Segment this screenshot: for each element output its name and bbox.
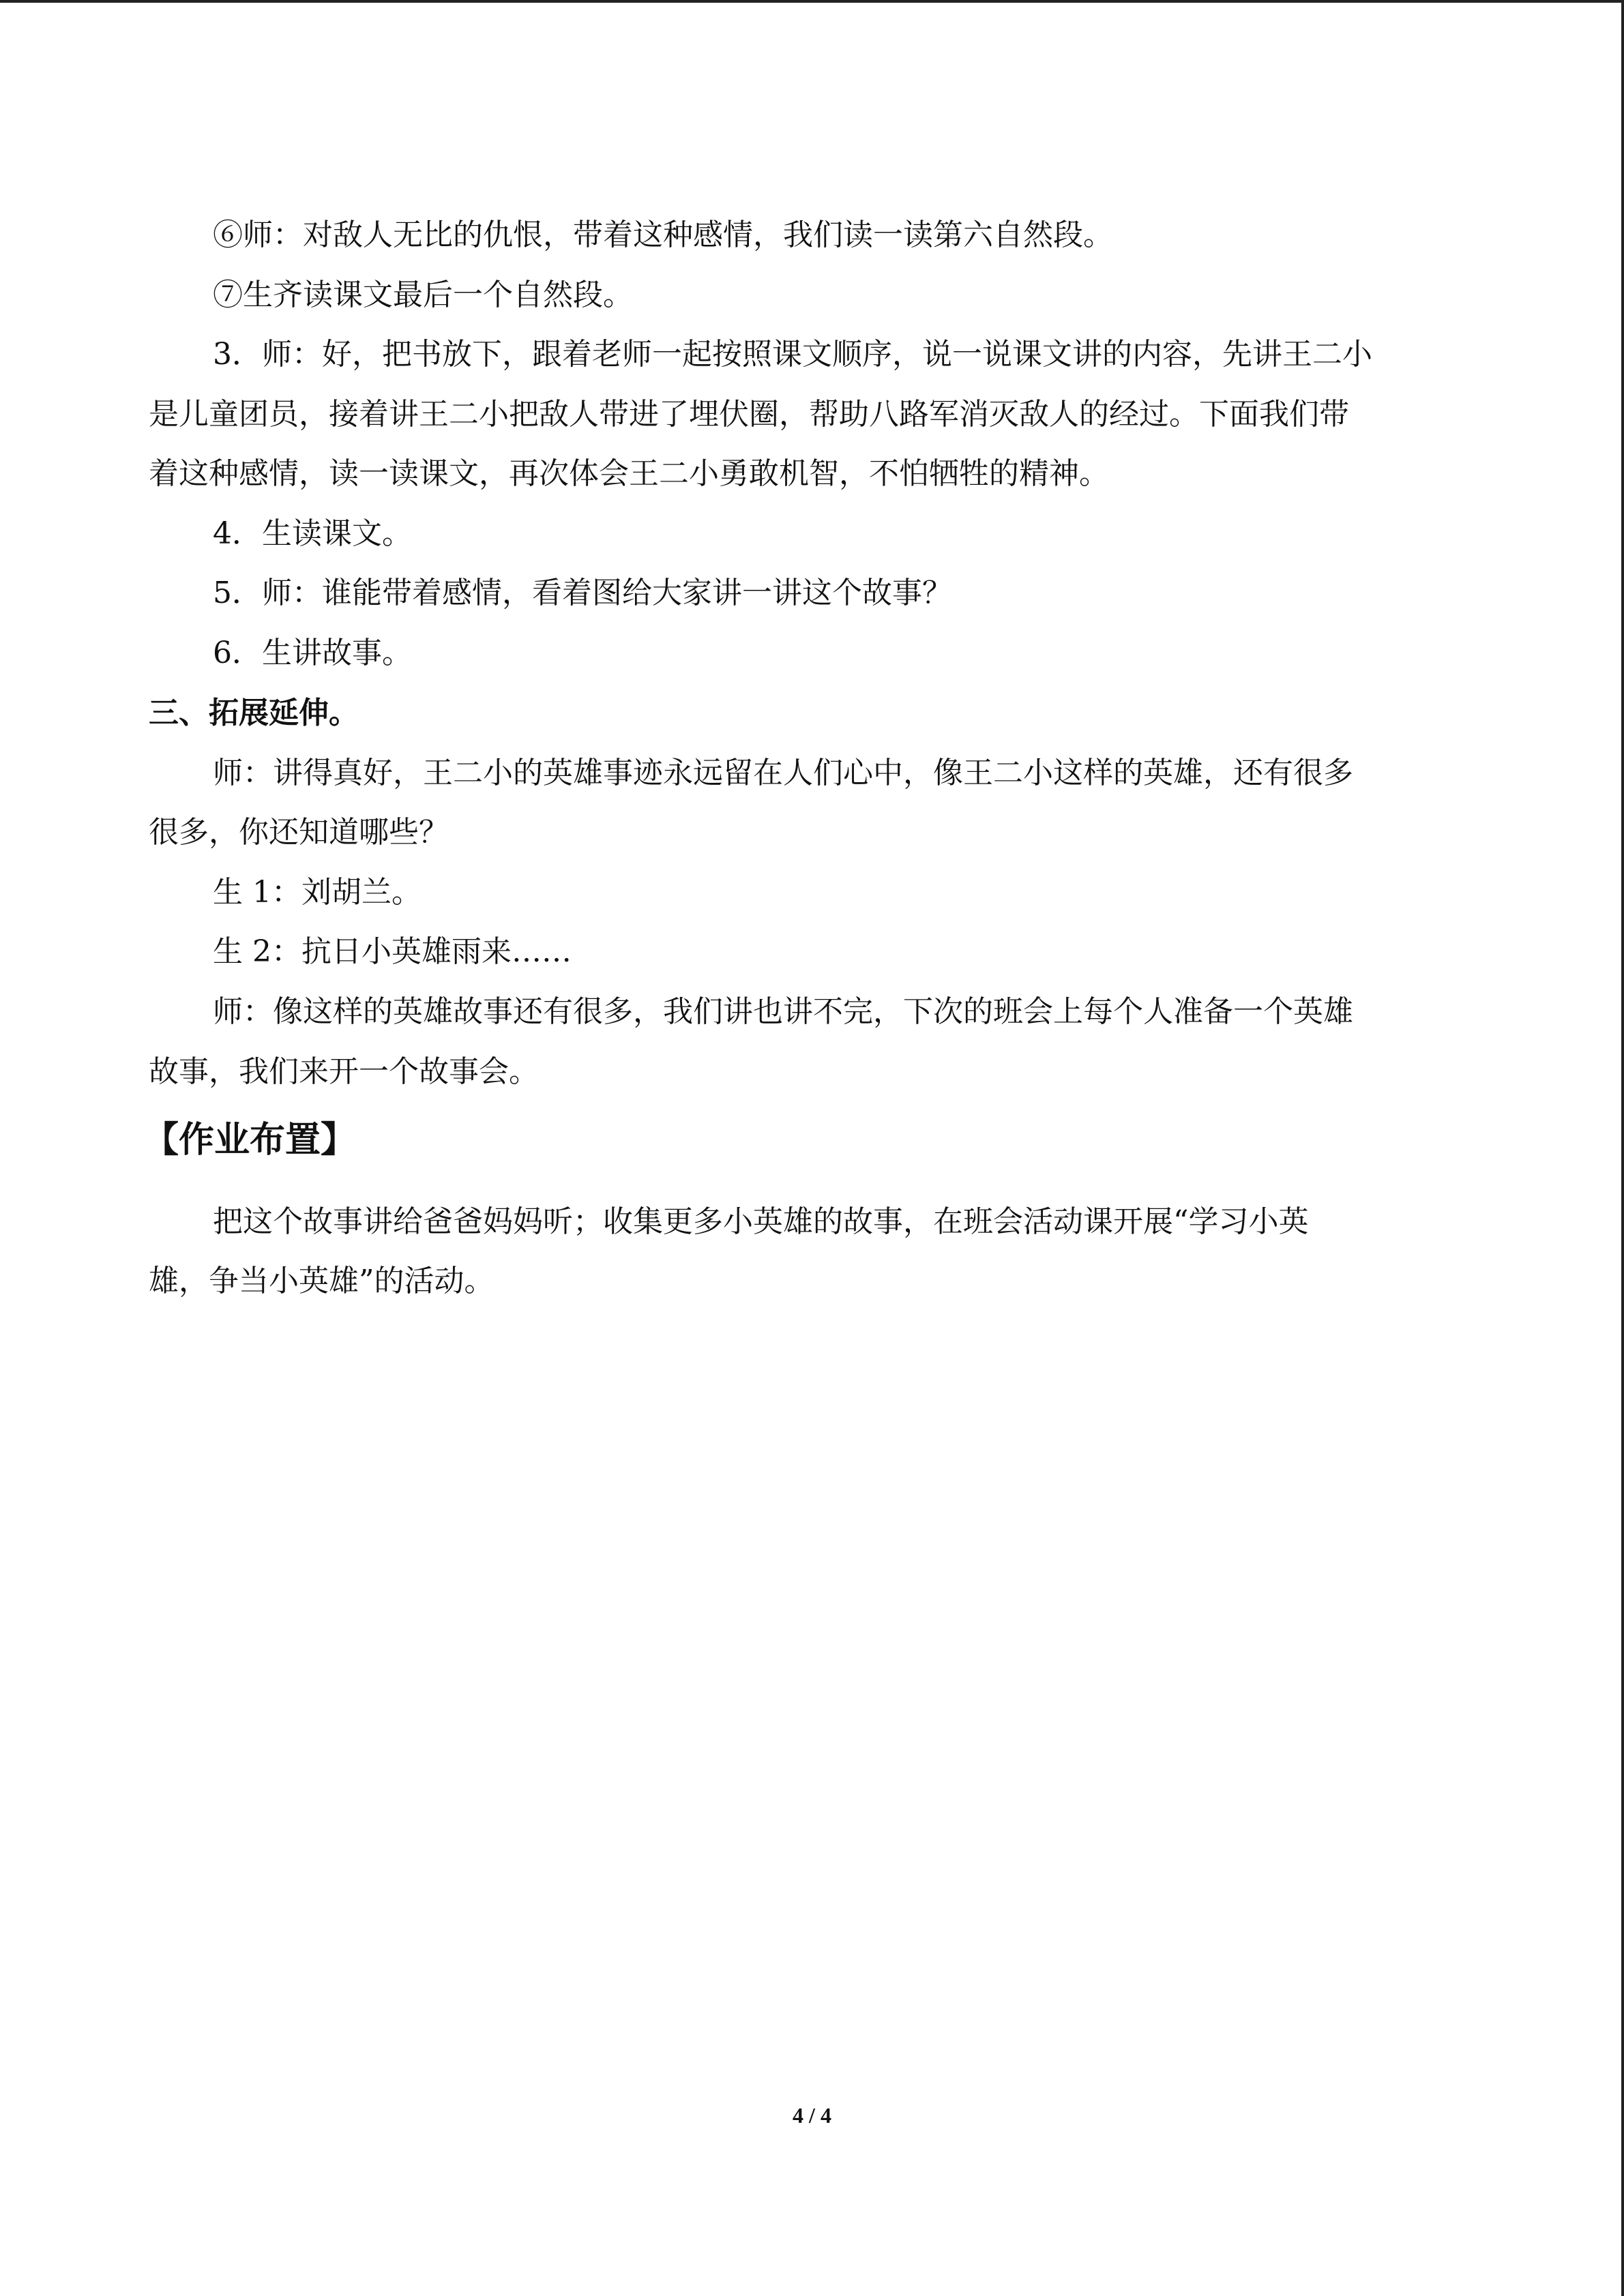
paragraph-line: 师：像这样的英雄故事还有很多，我们讲也讲不完，下次的班会上每个人准备一个英雄 [213, 994, 1353, 1029]
page-number: 4 / 4 [793, 2103, 831, 2128]
paragraph-line: 故事，我们来开一个故事会。 [149, 1054, 539, 1089]
paragraph-line: 是儿童团员，接着讲王二小把敌人带进了埋伏圈，帮助八路军消灭敌人的经过。下面我们带 [149, 397, 1349, 432]
paragraph-line: 很多，你还知道哪些？ [149, 815, 449, 850]
paragraph-line: 把这个故事讲给爸爸妈妈听；收集更多小英雄的故事，在班会活动课开展“学习小英 [213, 1204, 1309, 1239]
paragraph-line: 雄，争当小英雄”的活动。 [149, 1264, 494, 1298]
paragraph-line: 6．生讲故事。 [213, 636, 412, 670]
paragraph-line: 生 1：刘胡兰。 [213, 875, 422, 910]
right-border-line [1621, 0, 1624, 2296]
top-border-line [0, 0, 1624, 3]
paragraph-line: 着这种感情，读一读课文，再次体会王二小勇敢机智，不怕牺牲的精神。 [149, 456, 1109, 491]
paragraph-line: 4．生读课文。 [213, 516, 412, 551]
paragraph-line: ⑥师：对敌人无比的仇恨，带着这种感情，我们读一读第六自然段。 [213, 218, 1113, 252]
section-heading: 三、拓展延伸。 [149, 696, 359, 730]
paragraph-line: 师：讲得真好，王二小的英雄事迹永远留在人们心中，像王二小这样的英雄，还有很多 [213, 756, 1353, 790]
paragraph-line: 5．师：谁能带着感情，看着图给大家讲一讲这个故事？ [213, 576, 952, 610]
paragraph-line: 3．师：好，把书放下，跟着老师一起按照课文顺序，说一说课文讲的内容，先讲王二小 [213, 337, 1372, 372]
homework-heading: 【作业布置】 [143, 1120, 357, 1161]
paragraph-line: ⑦生齐读课文最后一个自然段。 [213, 278, 633, 312]
paragraph-line: 生 2：抗日小英雄雨来…… [213, 934, 572, 969]
